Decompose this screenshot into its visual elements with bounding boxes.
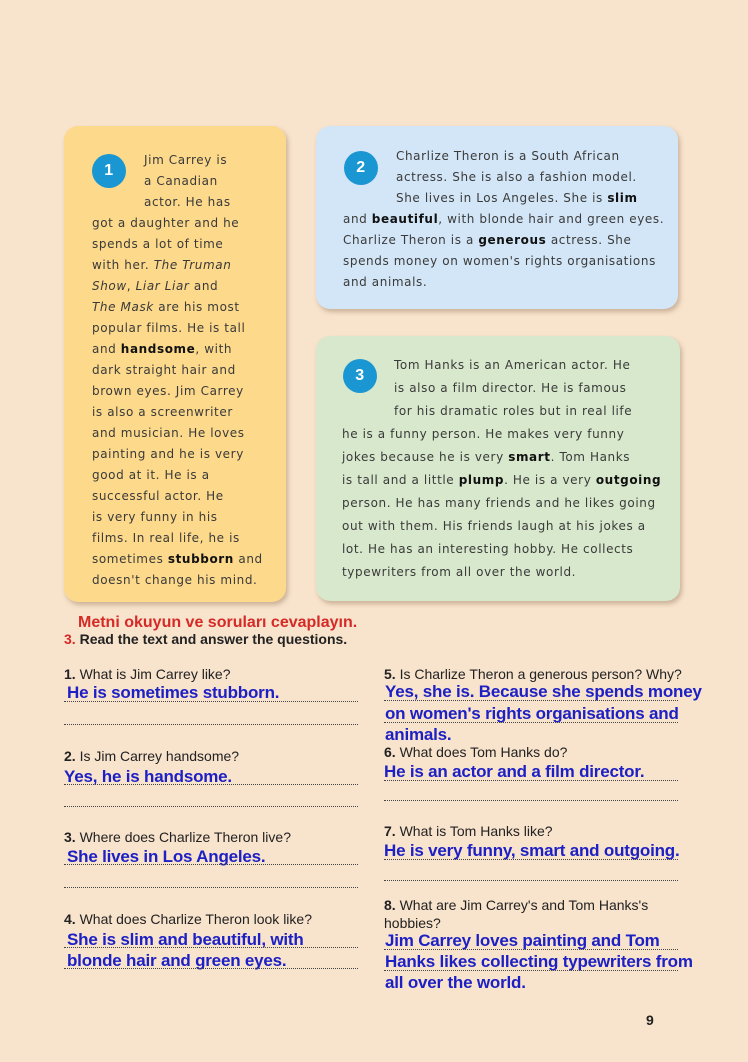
card-line: actor. He has (144, 195, 231, 209)
card-line: for his dramatic roles but in real life (394, 404, 633, 418)
exercise-heading-english: 3. Read the text and answer the questions. (64, 631, 348, 647)
text-card-jim-carrey (64, 126, 286, 602)
card-line: good at it. He is a (92, 468, 210, 482)
card-line: jokes because he is very smart. Tom Hanks (342, 450, 631, 464)
card-line: Jim Carrey is (144, 153, 228, 167)
answer-line (384, 880, 678, 881)
answer-line (384, 859, 678, 860)
answer-line (384, 700, 678, 701)
card-line: he is a funny person. He makes very funny (342, 427, 625, 441)
card-line: spends money on women's rights organisations (343, 254, 656, 268)
answer-1-line-1: He is sometimes stubborn. (67, 683, 280, 702)
question-3: 3. Where does Charlize Theron live? (64, 829, 291, 845)
card-line: The Mask are his most (92, 300, 240, 314)
answer-line (384, 800, 678, 801)
answer-5-line-2: on women's rights organisations and (385, 704, 679, 723)
card-line: and musician. He loves (92, 426, 245, 440)
answer-5-line-3: animals. (385, 725, 452, 744)
card-line: painting and he is very (92, 447, 244, 461)
answer-line (64, 947, 358, 948)
answer-line (64, 968, 358, 969)
answer-6-line-1: He is an actor and a film director. (384, 762, 645, 781)
card-line: Charlize Theron is a generous actress. She (343, 233, 632, 247)
answer-8-line-3: all over the world. (385, 973, 526, 992)
answer-2-line-1: Yes, he is handsome. (64, 767, 232, 786)
card-number-badge: 2 (344, 151, 378, 185)
card-line: successful actor. He (92, 489, 224, 503)
card-line: is very funny in his (92, 510, 218, 524)
answer-4-line-1: She is slim and beautiful, with (67, 930, 304, 949)
card-line: films. In real life, he is (92, 531, 240, 545)
card-line: is also a film director. He is famous (394, 381, 627, 395)
answer-8-line-1: Jim Carrey loves painting and Tom (385, 931, 660, 950)
card-line: got a daughter and he (92, 216, 240, 230)
card-line: lot. He has an interesting hobby. He collects (342, 542, 634, 556)
card-line: is also a screenwriter (92, 405, 233, 419)
question-4: 4. What does Charlize Theron look like? (64, 911, 312, 927)
answer-5-line-1: Yes, she is. Because she spends money (385, 682, 702, 701)
answer-line (64, 784, 358, 785)
card-number-badge: 1 (92, 154, 126, 188)
question-8-continued: hobbies? (384, 915, 441, 931)
card-line: doesn't change his mind. (92, 573, 258, 587)
card-line: spends a lot of time (92, 237, 224, 251)
card-line: out with them. His friends laugh at his jokes a (342, 519, 646, 533)
exercise-heading-turkish: Metni okuyun ve soruları cevaplayın. (78, 614, 358, 631)
card-number-badge: 3 (343, 359, 377, 393)
answer-4-line-2: blonde hair and green eyes. (67, 951, 287, 970)
answer-line (64, 864, 358, 865)
card-line: is tall and a little plump. He is a very outgoing (342, 473, 662, 487)
answer-line (64, 887, 358, 888)
card-line: dark straight hair and (92, 363, 236, 377)
question-7: 7. What is Tom Hanks like? (384, 823, 553, 839)
answer-line (64, 701, 358, 702)
card-line: actress. She is also a fashion model. (396, 170, 637, 184)
answer-line (384, 970, 678, 971)
card-line: person. He has many friends and he likes going (342, 496, 656, 510)
card-line: sometimes stubborn and (92, 552, 263, 566)
card-line: brown eyes. Jim Carrey (92, 384, 244, 398)
answer-line (64, 724, 358, 725)
text-card-tom-hanks (316, 336, 680, 601)
answer-line (64, 806, 358, 807)
card-line: typewriters from all over the world. (342, 565, 577, 579)
question-8: 8. What are Jim Carrey's and Tom Hanks's (384, 897, 649, 913)
question-2: 2. Is Jim Carrey handsome? (64, 748, 240, 764)
text-card-charlize-theron (316, 126, 678, 309)
answer-7-line-1: He is very funny, smart and outgoing. (384, 841, 680, 860)
card-line: with her. The Truman (92, 258, 232, 272)
answer-line (384, 949, 678, 950)
question-6: 6. What does Tom Hanks do? (384, 744, 568, 760)
card-line: and beautiful, with blonde hair and green eyes. (343, 212, 665, 226)
question-1: 1. What is Jim Carrey like? (64, 666, 231, 682)
question-5: 5. Is Charlize Theron a generous person? Why? (384, 666, 682, 682)
page-number: 9 (646, 1012, 654, 1028)
card-line: Tom Hanks is an American actor. He (394, 358, 631, 372)
card-line: popular films. He is tall (92, 321, 246, 335)
answer-8-line-2: Hanks likes collecting typewriters from (385, 952, 693, 971)
card-line: She lives in Los Angeles. She is slim (396, 191, 638, 205)
card-line: Show, Liar Liar and (92, 279, 219, 293)
card-line: and handsome, with (92, 342, 233, 356)
answer-line (384, 780, 678, 781)
card-line: Charlize Theron is a South African (396, 149, 620, 163)
answer-3-line-1: She lives in Los Angeles. (67, 847, 266, 866)
card-line: and animals. (343, 275, 428, 289)
answer-line (384, 722, 678, 723)
card-line: a Canadian (144, 174, 218, 188)
